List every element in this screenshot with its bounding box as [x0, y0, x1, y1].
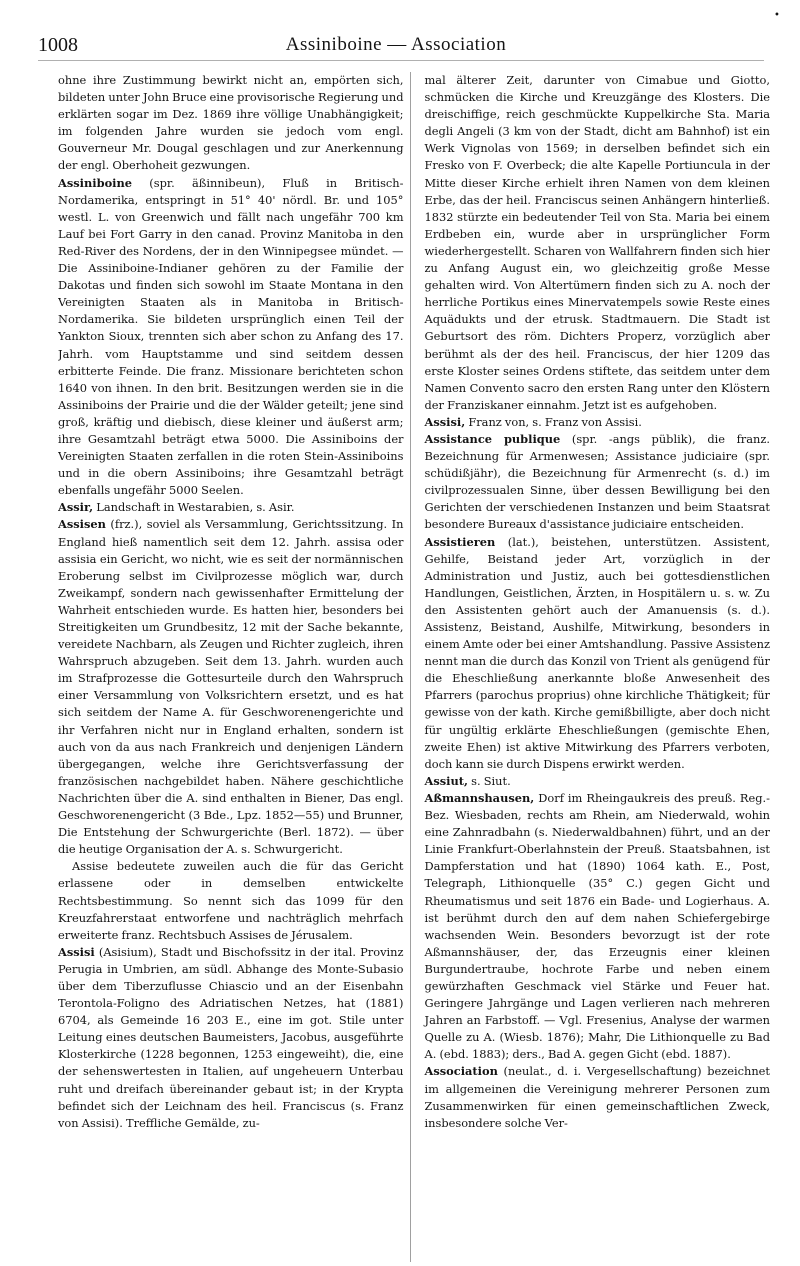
- page-number: 1008: [38, 33, 78, 56]
- page-mark: •: [774, 10, 780, 21]
- entry-text: (neulat., d. i. Vergesellschaftung) bezeichnet im allgemeinen die Vereinigung mehrerer Personen zum Zusammenwirken für einen gemeinschaftlichen Zweck, insbesondere solche Ver-: [424, 1064, 770, 1130]
- entry-text: Franz von, s. Franz von Assisi.: [465, 414, 642, 429]
- dictionary-entry: [425, 790, 771, 1064]
- entry-text: s. Siut.: [468, 773, 511, 788]
- dictionary-entry: [425, 773, 771, 790]
- dictionary-entry: [425, 534, 771, 773]
- entry-paragraph: [58, 72, 404, 175]
- entry-text: Landschaft in Westarabien, s. Asir.: [93, 500, 295, 515]
- entry-text: (spr. äßinnibeun), Fluß in Britisch-Nordamerika, entspringt in 51° 40' nördl. Br. und 105° westl. L. von Greenwich und fällt nach ungefähr 700 km Lauf bei Fort Garry in den canad. Provinz Manitoba in den Red-River des Nordens, der in den Winnipegsee mündet. — Die Assiniboine-Indianer gehören zu der Familie der Dakotas und finden sich sowohl im Staate Montana in den Vereinigten Staaten als in Manitoba in Britisch-Nordamerika. Sie bildeten ursprünglich einen Teil der Yankton Sioux, trennten sich aber schon zu Anfang des 17. Jahrh. vom Hauptstamme und sind seitdem dessen erbitterte Feinde. Die franz. Missionare berichteten schon 1640 von ihnen. In den brit. Besitzungen werden sie in die Assiniboins der Prairie und die der Wälder geteilt; jene sind groß, kräftig und diebisch, diese kleiner und äußerst arm; ihre Gesamtzahl beträgt etwa 5000. Die Assiniboins der Vereinigten Staaten zerfallen in die roten Stein-Assiniboins und in die obern Assiniboins; ihre Gesamtzahl beträgt ebenfalls ungefähr 5000 Seelen.: [58, 175, 404, 498]
- dictionary-entry: [58, 516, 404, 858]
- entry-text: (frz.), soviel als Versammlung, Gerichtssitzung. In England hieß namentlich seit dem 12. Jahrh. assisa oder assisia ein Gericht, wo nicht, wie es seit der normännischen Eroberung selbst im Civilprozesse möglich war, durch Zweikampf, sondern nach gewissenhafter Ermittelung der Wahrheit entschieden wurde. Es hatten hier, besonders bei Streitigkeiten um Grundbesitz, 12 mit der Sache bekannte, vereidete Nachbarn, als Zeugen und Richter zugleich, ihren Wahrspruch abzugeben. Seit dem 13. Jahrh. wurden auch im Strafprozesse die Gottesurteile durch den Wahrspruch einer Versammlung von Volksrichtern ersetzt, und es hat sich seitdem der Name A. für Geschworenengerichte und ihr Verfahren nicht nur in England erhalten, sondern ist auch von da aus nach Frankreich und denjenigen Ländern übergegangen, welche ihre Gerichtsverfassung der französischen nachgebildet haben. Nähere geschichtliche Nachrichten über die A. sind enthalten in Biener, Das engl. Geschworenengericht (3 Bde., Lpz. 1852—55) und Brunner, Die Entstehung der Schwurgerichte (Berl. 1872). — über die heutige Organisation der A. s. Schwurgericht.: [58, 517, 404, 857]
- entry-text: mal älterer Zeit, darunter von Cimabue und Giotto, schmücken die Kirche und Kreuzgänge des Klosters. Die dreischiffige, reich geschmückte Kuppelkirche Sta. Maria degli Angeli (3 km von der Stadt, dicht am Bahnhof) ist ein Werk Vignolas von 1569; in derselben befindet sich ein Fresko von F. Overbeck; die alte Kapelle Portiuncula in der Mitte dieser Kirche erhielt ihren Namen von dem kleinen Erbe, das der heil. Franciscus seinen Anhängern hinterließ. 1832 stürzte ein bedeutender Teil von Sta. Maria bei einem Erdbeben ein, wurde aber in ursprünglicher Form wiederhergestellt. Scharen von Wallfahrern finden sich hier zu Anfang August ein, wo gleichzeitig große Messe gehalten wird. Von Altertümern finden sich zu A. noch der herrliche Portikus eines Minervatempels sowie Reste eines Aquädukts und der etrusk. Stadtmauern. Die Stadt ist Geburtsort des röm. Dichters Properz, vorzüglich aber berühmt als der des heil. Franciscus, der hier 1209 das erste Kloster seines Ordens stiftete, das seitdem unter dem Namen Convento sacro den ersten Rang unter den Klöstern der Franziskaner einnahm. Jetzt ist es aufgehoben.: [424, 73, 770, 412]
- entry-headword: Assisen: [58, 517, 106, 532]
- dictionary-entry: [58, 944, 404, 1132]
- entry-headword: Assisi,: [424, 414, 466, 429]
- entry-headword: Assistieren: [424, 534, 496, 549]
- right-column: [421, 72, 771, 1262]
- page-header: [38, 30, 764, 61]
- running-title: Assiniboine — Association: [285, 34, 507, 55]
- entry-paragraph: [58, 858, 404, 943]
- entry-headword: Aßmannshausen,: [424, 790, 535, 805]
- entry-text: Dorf im Rheingaukreis des preuß. Reg.-Bez. Wiesbaden, rechts am Rhein, am Niederwald, wohin eine Zahnradbahn (s. Niederwaldbahnen) führt, und an der Linie Frankfurt-Oberlahnstein der Preuß. Staatsbahnen, ist Dampferstation und hat (1890) 1064 kath. E., Post, Telegraph, Lithionquelle (35° C.) gegen Gicht und Rheumatismus und seit 1876 ein Bade- und Logierhaus. A. ist berühmt durch den auf dem nahen Schiefergebirge wachsenden Wein. Besonders bevorzugt ist der rote Aßmannshäuser, der, das Erzeugnis einer kleinen Burgundertraube, hochrote Farbe und neben einem gewürzhaften Geschmack viel Stärke und Feuer hat. Geringere Jahrgänge und Lagen verlieren nach mehreren Jahren an Farbstoff. — Vgl. Fresenius, Analyse der warmen Quelle zu A. (Wiesb. 1876); Mahr, Die Lithionquelle zu Bad A. (ebd. 1883); ders., Bad A. gegen Gicht (ebd. 1887).: [424, 790, 770, 1062]
- dictionary-entry: [425, 414, 771, 431]
- left-column: [58, 72, 411, 1262]
- entry-headword: Assistance publique: [424, 431, 561, 446]
- entry-headword: Association: [424, 1064, 498, 1079]
- text-columns: [58, 72, 770, 1262]
- entry-text: (lat.), beistehen, unterstützen. Assistent, Gehilfe, Beistand jeder Art, vorzüglich in der Administration und Justiz, auch bei gottesdienstlichen Handlungen, Geistlichen, Ärzten, in Hospitälern u. s. w. Zu den Assistenten gehört auch der Amanuensis (s. d.). Assistenz, Beistand, Aushilfe, Mitwirkung, besonders in einem Amte oder bei einer Amtshandlung. Passive Assistenz nennt man die durch das Konzil von Trient als genügend für die Eheschließung anerkannte bloße Anwesenheit des Pfarrers (parochus proprius) ohne kirchliche Thätigkeit; für gewisse von der kath. Kirche gemißbilligte, aber doch nicht für ungültig erklärte Eheschließungen (gemischte Ehen, zweite Ehen) ist aktive Mitwirkung des Pfarrers verboten, doch kann sie durch Dispens erwirkt werden.: [424, 534, 770, 771]
- entry-headword: Assisi: [58, 944, 95, 959]
- entry-paragraph: [425, 72, 771, 414]
- entry-text: Assise bedeutete zuweilen auch die für das Gericht erlassene oder in demselben entwickelte Rechtsbestimmung. So nennt sich das 1099 für den Kreuzfahrerstaat entworfene und nachträglich mehrfach erweiterte franz. Rechtsbuch Assises de Jérusalem.: [58, 859, 404, 942]
- entry-text: (Asisium), Stadt und Bischofssitz in der ital. Provinz Perugia in Umbrien, am südl. Abhange des Monte-Subasio über dem Tiberzuflusse Chiascio und an der Eisenbahn Terontola-Foligno des Adriatischen Netzes, hat (1881) 6704, als Gemeinde 16 203 E., eine im got. Stile unter Leitung eines deutschen Baumeisters, Jacobus, ausgeführte Klosterkirche (1228 begonnen, 1253 eingeweiht), die, eine der sehenswertesten in Italien, auf ungeheuern Unterbau ruht und dreifach übereinander gebaut ist; in der Krypta befindet sich der Leichnam des heil. Franciscus (s. Franz von Assisi). Treffliche Gemälde, zu-: [58, 944, 404, 1130]
- entry-headword: Assir,: [58, 500, 94, 515]
- entry-text: ohne ihre Zustimmung bewirkt nicht an, empörten sich, bildeten unter John Bruce eine provisorische Regierung und erklärten sogar im Dez. 1869 ihre völlige Unabhängigkeit; im folgenden Jahre wurden sie jedoch vom engl. Gouverneur Mr. Dougal geschlagen und zur Anerkennung der engl. Oberhoheit gezwungen.: [58, 73, 404, 173]
- dictionary-entry: [425, 431, 771, 534]
- dictionary-entry: [58, 499, 404, 516]
- entry-text: (spr. -angs püblik), die franz. Bezeichnung für Armenwesen; Assistance judiciaire (spr. schüdißjähr), die Bezeichnung für Armenrecht (s. d.) im civilprozessualen Sinne, über dessen Bewilligung bei den Gerichten der verschiedenen Instanzen und beim Staatsrat besondere Bureaux d'assistance judiciaire entscheiden.: [424, 431, 770, 532]
- entry-headword: Assiniboine: [58, 175, 133, 190]
- dictionary-entry: [425, 1063, 771, 1131]
- entry-headword: Assiut,: [424, 773, 468, 788]
- dictionary-entry: [58, 175, 404, 500]
